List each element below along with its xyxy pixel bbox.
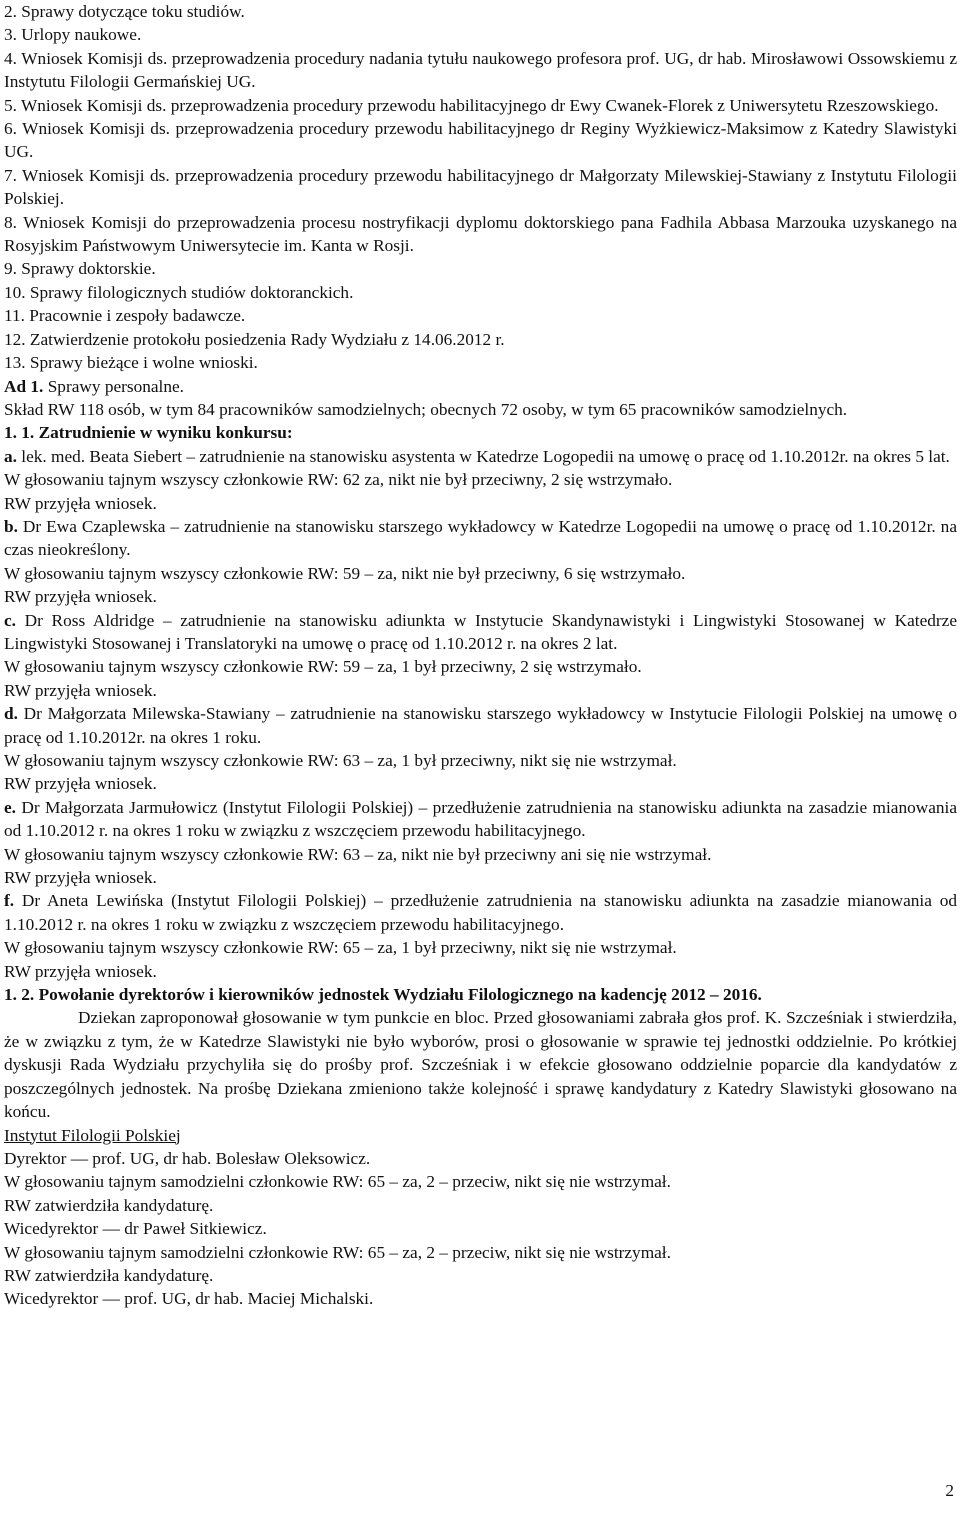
paragraph-lead: d.: [4, 704, 18, 724]
paragraph: [4, 1194, 957, 1217]
paragraph-text: 6. Wniosek Komisji ds. przeprowadzenia procedury przewodu habilitacyjnego dr Reginy Wyżkiewicz-Maksimow z Katedry Slawistyki UG.: [4, 119, 957, 162]
paragraph-text: RW zatwierdziła kandydaturę.: [4, 1195, 214, 1215]
paragraph: [4, 796, 957, 843]
paragraph-text: 10. Sprawy filologicznych studiów doktoranckich.: [4, 282, 354, 302]
paragraph-text: Dr Małgorzata Jarmułowicz (Instytut Filologii Polskiej) – przedłużenie zatrudnienia na stanowisku adiunkta na zasadzie mianowania od 1.10.2012 r. na okres 1 roku w związku z wszczęciem przewodu habilitacyjnego.: [4, 797, 957, 841]
paragraph: [4, 655, 957, 678]
paragraph: [4, 47, 957, 94]
paragraph-text: Wicedyrektor — dr Paweł Sitkiewicz.: [4, 1219, 267, 1239]
paragraph-text: W głosowaniu tajnym wszyscy członkowie RW: 59 – za, 1 był przeciwny, 2 się wstrzymało.: [4, 657, 642, 677]
paragraph: [4, 679, 957, 702]
paragraph: [4, 492, 957, 515]
paragraph-text: 11. Pracownie i zespoły badawcze.: [4, 306, 246, 326]
paragraph: [4, 702, 957, 749]
paragraph: [4, 609, 957, 656]
paragraph: [4, 1264, 957, 1287]
paragraph-text: RW przyjęła wniosek.: [4, 587, 157, 607]
paragraph: [4, 164, 957, 211]
paragraph-text: Dr Aneta Lewińska (Instytut Filologii Polskiej) – przedłużenie zatrudnienia na stanowisku adiunkta na zasadzie mianowania od 1.10.2012 r. na okres 1 roku w związku z wszczęciem przewodu habilitacyjnego.: [4, 891, 957, 934]
paragraph: [4, 585, 957, 608]
paragraph: [4, 281, 957, 304]
paragraph-lead: e.: [4, 797, 16, 817]
paragraph-text: lek. med. Beata Siebert – zatrudnienie na stanowisku asystenta w Katedrze Logopedii na umowę o pracę od 1.10.2012r. na okres 5 lat.: [16, 446, 950, 466]
paragraph-lead: Ad 1.: [4, 376, 44, 396]
paragraph: [4, 515, 957, 562]
paragraph-text: 2. Sprawy dotyczące toku studiów.: [4, 2, 245, 21]
paragraph-text: Skład RW 118 osób, w tym 84 pracowników samodzielnych; obecnych 72 osoby, w tym 65 pracowników samodzielnych.: [4, 399, 848, 419]
paragraph-text: W głosowaniu tajnym wszyscy członkowie RW: 62 za, nikt nie był przeciwny, 2 się wstrzymało.: [4, 470, 673, 490]
paragraph: [4, 749, 957, 772]
paragraph: [4, 117, 957, 164]
paragraph: [4, 0, 957, 23]
paragraph-text: Dr Ross Aldridge – zatrudnienie na stanowisku adiunkta w Instytucie Skandynawistyki i Lingwistyki Stosowanej w Katedrze Lingwistyki Stosowanej i Translatoryki na umowę o pracę od 1.10.2012 r. na okres 2 lat.: [4, 610, 957, 653]
paragraph: [4, 23, 957, 46]
paragraph-text: 3. Urlopy naukowe.: [4, 25, 142, 45]
paragraph-text: 9. Sprawy doktorskie.: [4, 259, 156, 279]
paragraph-text: Sprawy personalne.: [43, 376, 184, 396]
paragraph: [4, 1170, 957, 1193]
paragraph-text: 5. Wniosek Komisji ds. przeprowadzenia procedury przewodu habilitacyjnego dr Ewy Cwanek-Florek z Uniwersytetu Rzeszowskiego.: [4, 95, 939, 115]
document-body: [4, 0, 957, 1311]
paragraph-lead: 1. 2. Powołanie dyrektorów i kierowników jednostek Wydziału Filologicznego na kadencję 2012 – 2016.: [4, 985, 762, 1005]
paragraph-text: 4. Wniosek Komisji ds. przeprowadzenia procedury nadania tytułu naukowego profesora prof. UG, dr hab. Mirosławowi Ossowskiemu z Instytutu Filologii Germańskiej UG.: [4, 48, 957, 92]
paragraph: [4, 562, 957, 585]
paragraph: [4, 772, 957, 795]
paragraph-text: Dr Małgorzata Milewska-Stawiany – zatrudnienie na stanowisku starszego wykładowcy w Instytucie Filologii Polskiej na umowę o pracę od 1.10.2012r. na okres 1 roku.: [4, 704, 957, 747]
paragraph: [4, 1124, 957, 1147]
paragraph: [4, 960, 957, 983]
paragraph-text: W głosowaniu tajnym samodzielni członkowie RW: 65 – za, 2 – przeciw, nikt się nie wstrzymał.: [4, 1242, 671, 1262]
paragraph-text: Dziekan zaproponował głosowanie w tym punkcie en bloc. Przed głosowaniami zabrała głos prof. K. Szcześniak i stwierdziła, że w związku z tym, że w Katedrze Slawistyki nie było wyborów, prosi o głosowanie w sprawie tej jednostki oddzielnie. Po krótkiej dyskusji Rada Wydziału przychyliła się do prośby prof. Szcześniak i w efekcie głosowano oddzielnie poparcie dla kandydatów z poszczególnych jednostek. Na prośbę Dziekana zmieniono także kolejność i sprawę kandydatury z Katedry Slawistyki głosowano na końcu.: [4, 1008, 957, 1122]
paragraph-text: RW przyjęła wniosek.: [4, 961, 157, 981]
paragraph-text: RW przyjęła wniosek.: [4, 493, 157, 513]
paragraph-text: 8. Wniosek Komisji do przeprowadzenia procesu nostryfikacji dyplomu doktorskiego pana Fadhila Abbasa Marzouka uzyskanego na Rosyjskim Państwowym Uniwersytecie im. Kanta w Rosji.: [4, 212, 957, 256]
paragraph-text: W głosowaniu tajnym wszyscy członkowie RW: 63 – za, 1 był przeciwny, nikt się nie wstrzymał.: [4, 751, 677, 770]
paragraph-lead: 1. 1. Zatrudnienie w wyniku konkursu:: [4, 423, 293, 443]
paragraph: [4, 304, 957, 327]
paragraph-text: RW przyjęła wniosek.: [4, 868, 157, 888]
paragraph-text: RW przyjęła wniosek.: [4, 774, 157, 794]
paragraph: [4, 1217, 957, 1240]
paragraph: [4, 398, 957, 421]
paragraph-lead: f.: [4, 891, 15, 911]
paragraph-text: Dr Ewa Czaplewska – zatrudnienie na stanowisku starszego wykładowcy w Katedrze Logopedii na umowę o pracę od 1.10.2012r. na czas nieokreślony.: [4, 516, 957, 560]
paragraph-text: RW zatwierdziła kandydaturę.: [4, 1265, 214, 1285]
paragraph: [4, 351, 957, 374]
paragraph: [4, 889, 957, 936]
paragraph: [4, 936, 957, 959]
paragraph: [4, 1287, 957, 1310]
paragraph: [4, 843, 957, 866]
paragraph-text: RW przyjęła wniosek.: [4, 680, 157, 700]
paragraph: [4, 328, 957, 351]
paragraph-text: W głosowaniu tajnym samodzielni członkowie RW: 65 – za, 2 – przeciw, nikt się nie wstrzymał.: [4, 1172, 671, 1192]
paragraph-text: W głosowaniu tajnym wszyscy członkowie RW: 65 – za, 1 był przeciwny, nikt się nie wstrzymał.: [4, 938, 677, 958]
paragraph-text: W głosowaniu tajnym wszyscy członkowie RW: 63 – za, nikt nie był przeciwny ani się nie wstrzymał.: [4, 844, 712, 864]
paragraph: [4, 94, 957, 117]
paragraph-text: 7. Wniosek Komisji ds. przeprowadzenia procedury przewodu habilitacyjnego dr Małgorzaty Milewskiej-Stawiany z Instytutu Filologii Polskiej.: [4, 165, 957, 209]
paragraph: [4, 421, 957, 444]
paragraph: [4, 866, 957, 889]
paragraph: [4, 375, 957, 398]
paragraph-lead: c.: [4, 610, 16, 630]
paragraph: [4, 445, 957, 468]
paragraph: [4, 468, 957, 491]
paragraph: [4, 211, 957, 258]
paragraph: [4, 1147, 957, 1170]
paragraph: [4, 983, 957, 1006]
paragraph-text: Instytut Filologii Polskiej: [4, 1125, 181, 1145]
paragraph: [4, 1006, 957, 1123]
paragraph: [4, 1241, 957, 1264]
paragraph-text: W głosowaniu tajnym wszyscy członkowie RW: 59 – za, nikt nie był przeciwny, 6 się wstrzymało.: [4, 563, 686, 583]
paragraph-text: Dyrektor — prof. UG, dr hab. Bolesław Oleksowicz.: [4, 1148, 371, 1168]
page-number: 2: [945, 1481, 954, 1500]
paragraph-text: 13. Sprawy bieżące i wolne wnioski.: [4, 353, 258, 373]
paragraph-lead: a.: [4, 446, 17, 466]
paragraph-lead: b.: [4, 516, 18, 536]
paragraph: [4, 257, 957, 280]
paragraph-text: Wicedyrektor — prof. UG, dr hab. Maciej Michalski.: [4, 1289, 374, 1309]
paragraph-text: 12. Zatwierdzenie protokołu posiedzenia Rady Wydziału z 14.06.2012 r.: [4, 329, 505, 349]
